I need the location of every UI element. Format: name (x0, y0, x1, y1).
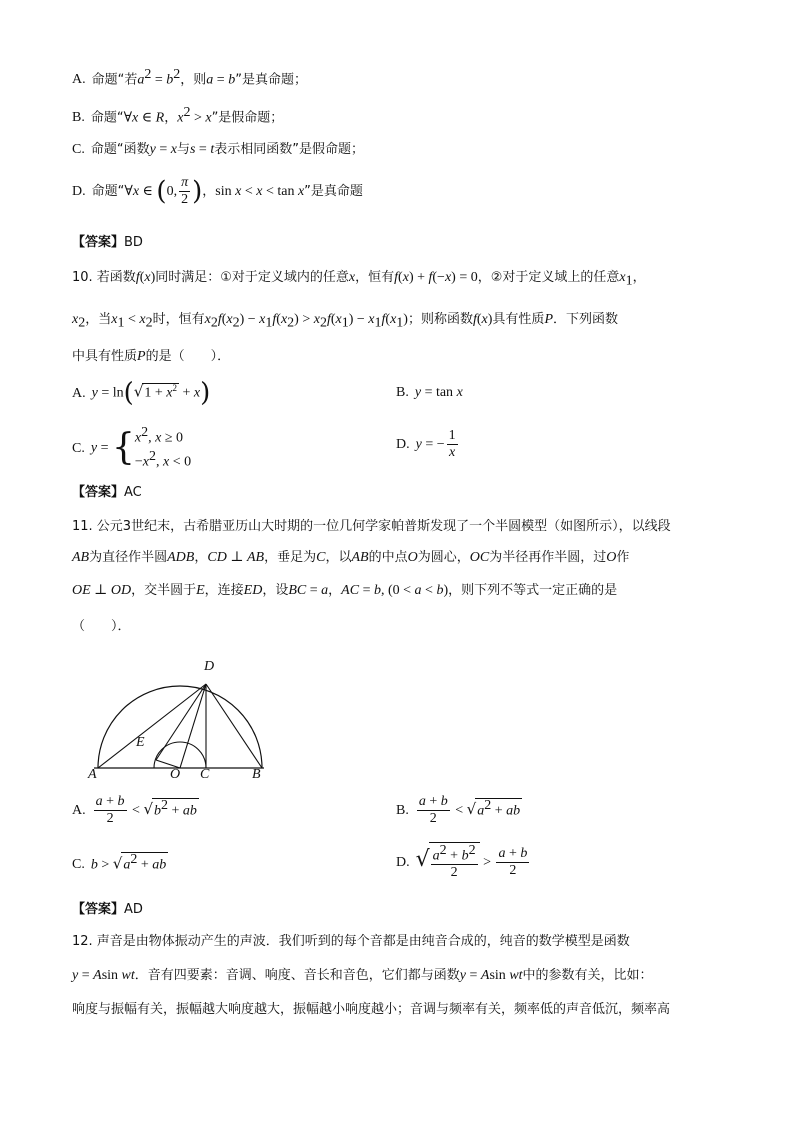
q12-line-1: 12. 声音是由物体振动产生的声波．我们听到的每个音都是由纯音合成的，纯音的数学模型是函数 (72, 934, 630, 949)
q11-option-a: A. $\frac{a + b}{2}$ < $√b^2$ + ab (72, 794, 197, 827)
q10-answer: 【答案】AC (72, 485, 142, 500)
segment-od (180, 684, 206, 768)
q10-line-1: 10. 若函数f(x)同时满足：①对于定义域内的任意x，恒有f(x) + f(−x) = 0，②对于定义域上的任意$x_1$， (72, 270, 646, 289)
q11-option-b: B. $\frac{a + b}{2}$ < $√a^2$ + ab (396, 794, 521, 827)
label-e: E (136, 735, 145, 750)
label-a: A (88, 767, 97, 780)
q10-option-d: D. y = − $\frac{1}{x}$ (396, 428, 456, 461)
small-semicircle (154, 742, 206, 768)
q9-option-b: B. 命题“∀x ∈ R，$x^2 > x$”是假命题； (72, 105, 284, 126)
q11-line-4: （ ）． (72, 619, 131, 634)
q11-answer: 【答案】AD (72, 902, 143, 917)
q11-option-c: C. $b > √a^2$ + ab (72, 852, 167, 873)
q11-semicircle-figure (80, 650, 280, 780)
q10-option-b: B. y = tan x (396, 385, 463, 400)
label-c: C (200, 767, 210, 780)
segment-bd (206, 684, 262, 768)
q12-line-2: y = Asin wt．音有四要素：音调、响度、音长和音色，它们都与函数y = Asin wt中的参数有关，比如： (72, 968, 653, 983)
q12-line-3: 响度与振幅有关，振幅越大响度越大，振幅越小响度越小；音调与频率有关，频率低的声音低沉，频率高 (72, 1002, 671, 1017)
label-d: D (204, 659, 215, 674)
q9-answer: 【答案】BD (72, 235, 143, 250)
q11-option-d: D. √ $\frac{a^2 + b^2}{2}$ > $\frac{a + b}{2}$ (396, 843, 528, 881)
segment-ed (156, 684, 206, 760)
label-b: B (252, 767, 261, 780)
big-semicircle (98, 686, 262, 768)
q9-option-a: A. 命题“若$a^2 = b^2$，则a = b”是真命题； (72, 67, 307, 88)
q9-option-d: D. 命题“∀x ∈ (0, $\frac{\pi}{2}$ )，sin x < x < tan x”是真命题 (72, 175, 363, 208)
q10-option-c: C. y = { $x^2$, x ≥ 0 $-x^2$, x < 0 (72, 425, 192, 470)
label-o: O (170, 767, 181, 780)
segment-ad (98, 684, 206, 768)
q10-option-a: A. $y = \ln(√1 + x^2 + x)$ (72, 378, 211, 408)
q11-line-1: 11. 公元3世纪末，古希腊亚历山大时期的一位几何学家帕普斯发现了一个半圆模型（如图所示），以线段 (72, 519, 671, 534)
q10-line-2: $x_2$，当$x_1 < x_2$时，恒有$x_2f(x_2) - x_1f(x_2) > x_2f(x_1) - x_1f(x_1)$；则称函数f(x)具有性质P．下列函数 (72, 312, 619, 331)
q11-line-3: OE ⊥ OD，交半圆于E，连接ED，设BC = a，AC = b, (0 < a < b)，则下列不等式一定正确的是 (72, 583, 618, 598)
q10-line-3: 中具有性质P的是（ ）． (72, 349, 231, 364)
q11-line-2: AB为直径作半圆ADB，CD ⊥ AB，垂足为C，以AB的中点O为圆心，OC为半径再作半圆，过O作 (72, 550, 630, 565)
q9-option-c: C. 命题“函数y = x与s = t表示相同函数”是假命题； (72, 142, 364, 157)
